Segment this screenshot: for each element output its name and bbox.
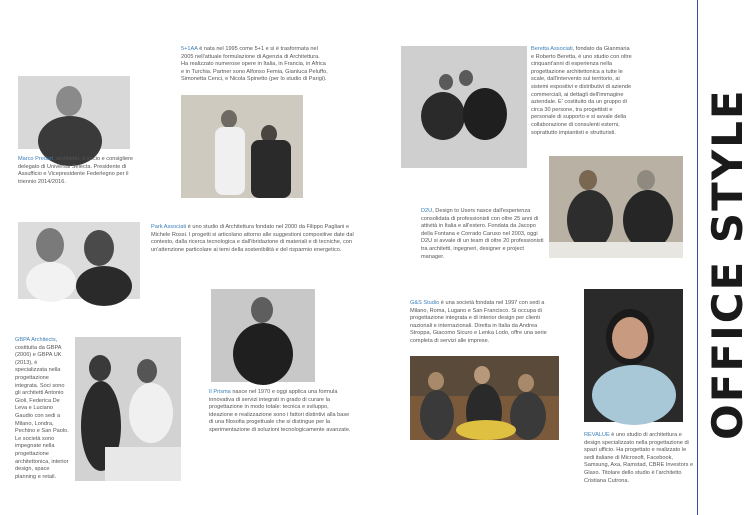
photo-beretta: [401, 46, 527, 168]
name-d2u: D2U: [421, 208, 433, 214]
body-park: è uno studio di Architettura fondato nel 2000 da Filippo Pagliani e Michele Rossi. I progetti si articolano attorno alle suggestioni compositive date dal contesto, dalla ricerca tecnologica e dall'ibridazione di materiali e di tecniche, con un'attenzione particolare ai temi della sostenibilità e del risparmio energetico.: [151, 224, 354, 253]
body-marco-predari: , architetto, è socio e consigliere delegato di Universal Selecta. Presidente di Assufficio e Vicepresidente Federlegno per il triennio 2014/2016.: [18, 156, 134, 185]
photo-marco-predari: [18, 76, 130, 149]
text-beretta: [531, 46, 634, 137]
body-gs: è una società fondata nel 1997 con sedi a Milano, Roma, Lugano e San Francisco. Si occupa di progettazione integrata e di interior design per clienti nazionali e internazionali. Diretta in Italia da Andrea Stroppa, Giacomo Sicuro e Lenka Lodo, offre una serie completa di servizi alle imprese.: [410, 300, 547, 344]
body-d2u: , Design to Users nasce dall'esperienza consolidata di professionisti con oltre 25 anni di attività in Italia e all'estero. Fondata da Jacopo della Fontana e Corrado Caruso nel 2003, oggi D2U si avvale di un team di oltre 20 professionisti tra architetti, ingegneri, designer e project manager.: [421, 208, 544, 260]
name-5p1aa: 5+1AA: [181, 46, 198, 52]
text-revalue: [584, 432, 694, 485]
photo-gbpa: [75, 337, 181, 481]
text-primo: [209, 389, 352, 435]
photo-5p1aa: [181, 95, 303, 198]
photo-revalue: [584, 289, 683, 422]
text-marco-predari: [18, 156, 144, 186]
photo-primo: [211, 289, 315, 382]
name-gbpa: GBPA Architects: [15, 337, 56, 343]
name-beretta: Beretta Associati: [531, 46, 573, 52]
body-5p1aa: è nata nel 1995 come 5+1 e si è trasformata nel 2005 nell'attuale formulazione di Agenzia di Architettura. Ha realizzato numerose opere in Italia, in Francia, in Africa e in Turchia. Partner sono Alfonso Femia, Gianluca Peluffo, Simonetta Cenci, e Nicola Spinetto (per lo studio di Parigi).: [181, 46, 328, 83]
body-gbpa: , costituita da GBPA (2006) e GBPA UK (2013), è specializzata nella progettazione integrata. Soci sono gli architetti Antonio Gioli, Federica De Leva e Luciano Gaudio con sedi a Milano, Londra, Pechino e San Paolo. Le società sono impegnate nella progettazione architettonica, interior design, space planning e retail.: [15, 337, 69, 480]
photo-d2u: [549, 156, 683, 258]
text-gs: [410, 300, 554, 346]
name-gs: G&S Studio: [410, 300, 440, 306]
side-title: OFFICE STYLE: [703, 88, 752, 440]
name-primo: Il Prisma: [209, 389, 231, 395]
name-park: Park Associati: [151, 224, 187, 230]
body-revalue: è uno studio di architettura e design specializzato nella progettazione di spazi ufficio. Ha progettato e realizzato le sedi italiane di Microsoft, Facebook, Samsung, Axa, Ramstad, CBRE Investors e Glaxo. Titolare dello studio è l'architetto Cristiana Cutrona.: [584, 432, 694, 484]
body-beretta: , fondato da Gianmaria e Roberto Beretta, è uno studio con oltre cinquant'anni di esperienza nella progettazione architettonica a tutte le scale, dall'intervento sul territorio, ai sistemi espositivi e distributivi di aziende commerciali, ai dettagli dell'immagine aziendale. E' costituito da un gruppo di circa 30 persone, tra progettisti e personale di supporto e si avvale della collaborazione di consulenti esterni, soprattutto impiantisti e strutturisti.: [531, 46, 632, 136]
text-gbpa: [15, 337, 70, 481]
text-5p1aa: [181, 46, 328, 84]
photo-gs: [410, 356, 559, 440]
text-d2u: [421, 208, 545, 261]
text-park: [151, 224, 366, 254]
name-revalue: REVALUE: [584, 432, 610, 438]
name-marco-predari: Marco Predari: [18, 156, 54, 162]
photo-park: [18, 222, 140, 299]
title-rule: [697, 0, 698, 515]
body-primo: nasce nel 1970 e oggi applica una formula innovativa di servizi integrati in grado di curare la progettazione in modo totale: tecnica e sviluppo, ideazione e realizzazione sono i fattori distintivi alla base di una filosofia progettuale che si distingue per la sperimentazione di soluzioni tecnologicamente avanzate.: [209, 389, 351, 433]
